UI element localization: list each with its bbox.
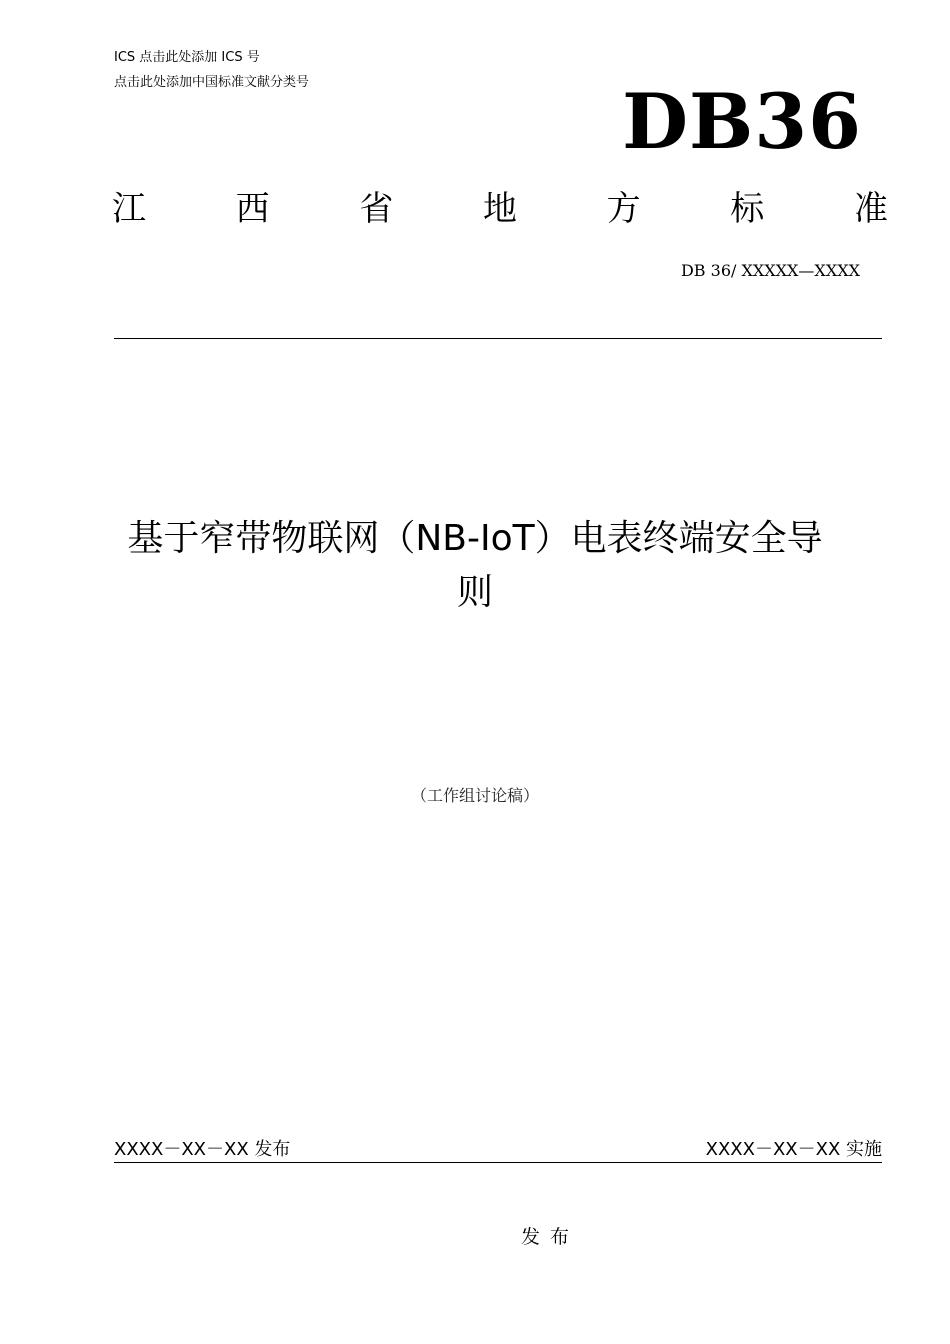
standard-type-char: 准 [853, 189, 888, 229]
footer-divider [114, 1162, 882, 1163]
release-date: XXXX－XX－XX 发布 [114, 1139, 291, 1160]
document-title [60, 512, 890, 620]
standard-type-char: 西 [235, 189, 270, 229]
draft-status-note: （工作组讨论稿） [410, 786, 539, 805]
effective-date: XXXX－XX－XX 实施 [705, 1139, 882, 1160]
standard-type-char: 地 [482, 189, 517, 229]
db-standard-mark: DB36 [622, 77, 862, 166]
header-divider [114, 338, 882, 339]
ccs-classification-code: 点击此处添加中国标准文献分类号 [114, 75, 310, 90]
standard-type-char: 省 [359, 189, 394, 229]
document-title-line-2: 则 [456, 572, 493, 613]
standard-type-char: 江 [112, 189, 146, 229]
issuer-line: 发布 [520, 1226, 579, 1248]
standard-type-char: 方 [606, 189, 641, 229]
standard-type-char: 标 [730, 189, 765, 229]
standard-type-heading [112, 186, 888, 232]
document-title-line-1: 基于窄带物联网（NB-IoT）电表终端安全导 [127, 518, 823, 559]
ics-code: ICS 点击此处添加 ICS 号 [114, 50, 260, 65]
standard-number: DB 36/ XXXXX—XXXX [680, 261, 860, 280]
